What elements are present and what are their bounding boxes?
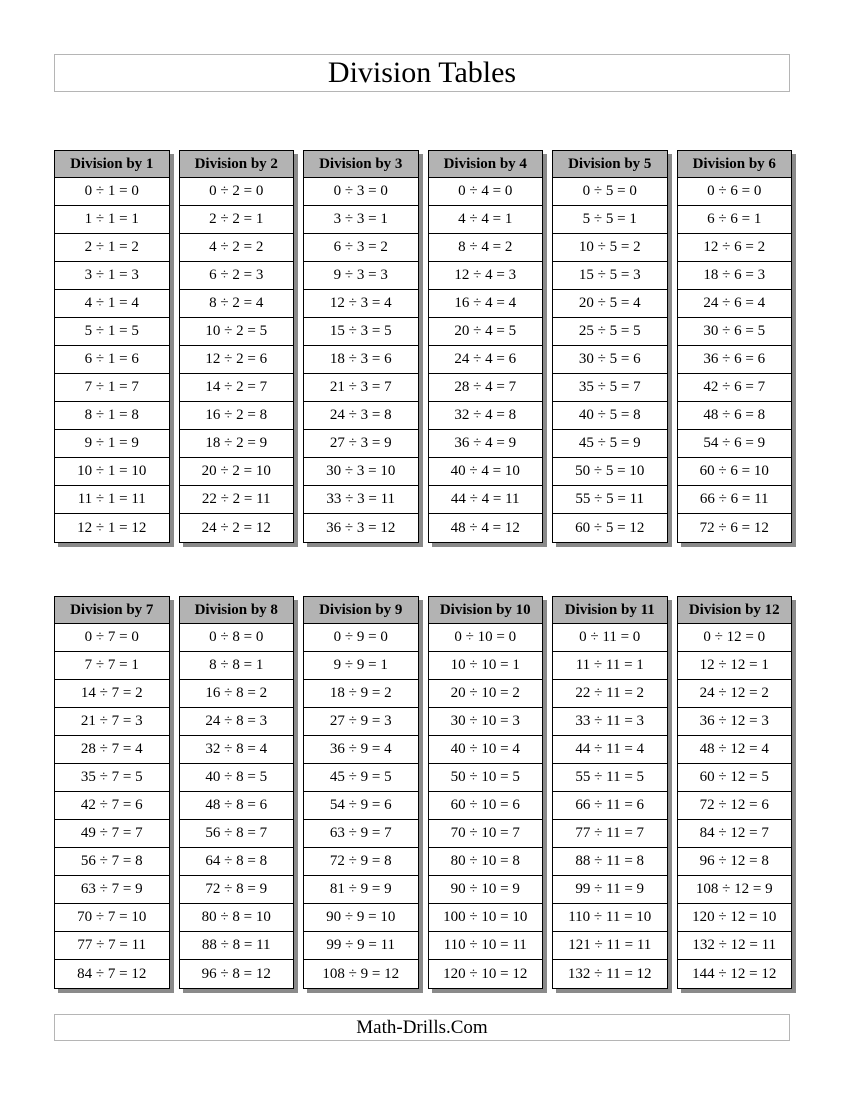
division-table [677,596,793,989]
table-row: 24 ÷ 2 = 12 [201,519,271,536]
table-row: 84 ÷ 7 = 12 [77,965,147,982]
table-row: 28 ÷ 7 = 4 [55,736,169,764]
table-row: 7 ÷ 7 = 1 [55,652,169,680]
table-row: 144 ÷ 12 = 12 [692,965,777,982]
table-row: 5 ÷ 5 = 1 [553,206,667,234]
table-row: 90 ÷ 10 = 9 [429,876,543,904]
table-row: 8 ÷ 1 = 8 [55,402,169,430]
table-row: 30 ÷ 5 = 6 [553,346,667,374]
table-row: 0 ÷ 2 = 0 [180,178,294,206]
table-row: 72 ÷ 12 = 6 [678,792,792,820]
table-row: 6 ÷ 1 = 6 [55,346,169,374]
table-row: 0 ÷ 1 = 0 [55,178,169,206]
table-row: 45 ÷ 9 = 5 [304,764,418,792]
table-row: 44 ÷ 11 = 4 [553,736,667,764]
table-row: 35 ÷ 5 = 7 [553,374,667,402]
table-row: 24 ÷ 3 = 8 [304,402,418,430]
table-row: 15 ÷ 3 = 5 [304,318,418,346]
table-row: 10 ÷ 5 = 2 [553,234,667,262]
table-header: Division by 7 [55,597,169,624]
table-row: 5 ÷ 1 = 5 [55,318,169,346]
table-row: 3 ÷ 1 = 3 [55,262,169,290]
table-row: 108 ÷ 12 = 9 [678,876,792,904]
table-header: Division by 4 [429,151,543,178]
table-row: 70 ÷ 7 = 10 [55,904,169,932]
table-row: 12 ÷ 4 = 3 [429,262,543,290]
tables-row-1 [54,150,794,543]
table-row: 108 ÷ 9 = 12 [322,965,400,982]
table-row: 88 ÷ 8 = 11 [180,932,294,960]
division-table [179,596,295,989]
table-row: 12 ÷ 12 = 1 [678,652,792,680]
table-row: 15 ÷ 5 = 3 [553,262,667,290]
table-row: 50 ÷ 5 = 10 [553,458,667,486]
table-row: 0 ÷ 7 = 0 [55,624,169,652]
table-row: 36 ÷ 12 = 3 [678,708,792,736]
table-row: 20 ÷ 2 = 10 [180,458,294,486]
table-row: 40 ÷ 4 = 10 [429,458,543,486]
table-row: 11 ÷ 1 = 11 [55,486,169,514]
table-row: 81 ÷ 9 = 9 [304,876,418,904]
table-row: 70 ÷ 10 = 7 [429,820,543,848]
table-row: 30 ÷ 6 = 5 [678,318,792,346]
table-row: 33 ÷ 3 = 11 [304,486,418,514]
table-row: 56 ÷ 7 = 8 [55,848,169,876]
table-row: 24 ÷ 6 = 4 [678,290,792,318]
table-row: 132 ÷ 11 = 12 [567,965,652,982]
table-row: 77 ÷ 7 = 11 [55,932,169,960]
table-row: 0 ÷ 8 = 0 [180,624,294,652]
table-row: 132 ÷ 12 = 11 [678,932,792,960]
table-row: 10 ÷ 1 = 10 [55,458,169,486]
table-row: 42 ÷ 7 = 6 [55,792,169,820]
table-row: 30 ÷ 10 = 3 [429,708,543,736]
division-table [552,150,668,543]
table-row: 72 ÷ 9 = 8 [304,848,418,876]
table-row: 64 ÷ 8 = 8 [180,848,294,876]
table-row: 0 ÷ 11 = 0 [553,624,667,652]
table-row: 40 ÷ 10 = 4 [429,736,543,764]
table-header: Division by 2 [180,151,294,178]
division-table [179,150,295,543]
division-table [677,150,793,543]
table-header: Division by 5 [553,151,667,178]
table-header: Division by 9 [304,597,418,624]
table-row: 90 ÷ 9 = 10 [304,904,418,932]
table-row: 0 ÷ 10 = 0 [429,624,543,652]
division-table [303,596,419,989]
table-row: 22 ÷ 11 = 2 [553,680,667,708]
table-row: 77 ÷ 11 = 7 [553,820,667,848]
table-header: Division by 6 [678,151,792,178]
table-row: 120 ÷ 12 = 10 [678,904,792,932]
table-row: 12 ÷ 2 = 6 [180,346,294,374]
table-row: 12 ÷ 3 = 4 [304,290,418,318]
table-row: 0 ÷ 5 = 0 [553,178,667,206]
table-row: 20 ÷ 10 = 2 [429,680,543,708]
table-row: 6 ÷ 3 = 2 [304,234,418,262]
table-row: 28 ÷ 4 = 7 [429,374,543,402]
table-row: 32 ÷ 8 = 4 [180,736,294,764]
table-row: 88 ÷ 11 = 8 [553,848,667,876]
table-row: 0 ÷ 6 = 0 [678,178,792,206]
table-row: 63 ÷ 9 = 7 [304,820,418,848]
table-row: 21 ÷ 7 = 3 [55,708,169,736]
table-row: 18 ÷ 6 = 3 [678,262,792,290]
division-table [303,150,419,543]
table-row: 8 ÷ 2 = 4 [180,290,294,318]
table-row: 40 ÷ 8 = 5 [180,764,294,792]
table-row: 16 ÷ 8 = 2 [180,680,294,708]
table-row: 120 ÷ 10 = 12 [443,965,528,982]
table-row: 48 ÷ 6 = 8 [678,402,792,430]
page-footer: Math-Drills.Com [54,1014,790,1041]
table-row: 12 ÷ 1 = 12 [77,519,147,536]
table-row: 54 ÷ 6 = 9 [678,430,792,458]
table-row: 42 ÷ 6 = 7 [678,374,792,402]
table-row: 48 ÷ 8 = 6 [180,792,294,820]
table-row: 0 ÷ 4 = 0 [429,178,543,206]
table-row: 36 ÷ 3 = 12 [326,519,396,536]
table-row: 63 ÷ 7 = 9 [55,876,169,904]
table-row: 4 ÷ 4 = 1 [429,206,543,234]
table-row: 110 ÷ 10 = 11 [429,932,543,960]
table-row: 40 ÷ 5 = 8 [553,402,667,430]
table-row: 18 ÷ 2 = 9 [180,430,294,458]
table-header: Division by 10 [429,597,543,624]
table-row: 7 ÷ 1 = 7 [55,374,169,402]
table-row: 99 ÷ 11 = 9 [553,876,667,904]
table-row: 0 ÷ 12 = 0 [678,624,792,652]
table-row: 22 ÷ 2 = 11 [180,486,294,514]
table-row: 4 ÷ 1 = 4 [55,290,169,318]
table-row: 20 ÷ 5 = 4 [553,290,667,318]
table-row: 8 ÷ 8 = 1 [180,652,294,680]
table-row: 24 ÷ 4 = 6 [429,346,543,374]
table-row: 0 ÷ 9 = 0 [304,624,418,652]
table-row: 2 ÷ 1 = 2 [55,234,169,262]
table-row: 0 ÷ 3 = 0 [304,178,418,206]
table-row: 96 ÷ 8 = 12 [201,965,271,982]
table-header: Division by 3 [304,151,418,178]
table-row: 3 ÷ 3 = 1 [304,206,418,234]
table-row: 66 ÷ 6 = 11 [678,486,792,514]
table-row: 96 ÷ 12 = 8 [678,848,792,876]
table-row: 20 ÷ 4 = 5 [429,318,543,346]
table-row: 18 ÷ 9 = 2 [304,680,418,708]
table-row: 4 ÷ 2 = 2 [180,234,294,262]
table-row: 9 ÷ 9 = 1 [304,652,418,680]
table-row: 60 ÷ 12 = 5 [678,764,792,792]
table-row: 14 ÷ 7 = 2 [55,680,169,708]
table-row: 18 ÷ 3 = 6 [304,346,418,374]
table-row: 32 ÷ 4 = 8 [429,402,543,430]
table-row: 27 ÷ 3 = 9 [304,430,418,458]
table-row: 24 ÷ 12 = 2 [678,680,792,708]
table-row: 48 ÷ 12 = 4 [678,736,792,764]
table-row: 9 ÷ 1 = 9 [55,430,169,458]
table-row: 11 ÷ 11 = 1 [553,652,667,680]
table-row: 24 ÷ 8 = 3 [180,708,294,736]
table-row: 1 ÷ 1 = 1 [55,206,169,234]
table-row: 56 ÷ 8 = 7 [180,820,294,848]
division-table [552,596,668,989]
table-row: 21 ÷ 3 = 7 [304,374,418,402]
division-table [54,150,170,543]
table-row: 55 ÷ 11 = 5 [553,764,667,792]
table-row: 16 ÷ 2 = 8 [180,402,294,430]
table-header: Division by 11 [553,597,667,624]
table-row: 44 ÷ 4 = 11 [429,486,543,514]
table-row: 49 ÷ 7 = 7 [55,820,169,848]
table-row: 60 ÷ 10 = 6 [429,792,543,820]
table-row: 27 ÷ 9 = 3 [304,708,418,736]
table-row: 66 ÷ 11 = 6 [553,792,667,820]
table-row: 12 ÷ 6 = 2 [678,234,792,262]
table-row: 14 ÷ 2 = 7 [180,374,294,402]
table-row: 54 ÷ 9 = 6 [304,792,418,820]
table-row: 36 ÷ 9 = 4 [304,736,418,764]
table-row: 100 ÷ 10 = 10 [429,904,543,932]
table-row: 60 ÷ 5 = 12 [575,519,645,536]
table-row: 10 ÷ 2 = 5 [180,318,294,346]
table-row: 50 ÷ 10 = 5 [429,764,543,792]
tables-row-2 [54,596,794,989]
table-row: 8 ÷ 4 = 2 [429,234,543,262]
division-table [54,596,170,989]
table-row: 10 ÷ 10 = 1 [429,652,543,680]
table-row: 110 ÷ 11 = 10 [553,904,667,932]
table-row: 72 ÷ 8 = 9 [180,876,294,904]
table-row: 30 ÷ 3 = 10 [304,458,418,486]
table-row: 48 ÷ 4 = 12 [450,519,520,536]
table-row: 6 ÷ 2 = 3 [180,262,294,290]
table-row: 99 ÷ 9 = 11 [304,932,418,960]
table-row: 35 ÷ 7 = 5 [55,764,169,792]
table-row: 45 ÷ 5 = 9 [553,430,667,458]
table-row: 2 ÷ 2 = 1 [180,206,294,234]
table-row: 36 ÷ 4 = 9 [429,430,543,458]
table-row: 55 ÷ 5 = 11 [553,486,667,514]
table-row: 36 ÷ 6 = 6 [678,346,792,374]
table-row: 16 ÷ 4 = 4 [429,290,543,318]
division-table [428,596,544,989]
table-row: 121 ÷ 11 = 11 [553,932,667,960]
table-row: 9 ÷ 3 = 3 [304,262,418,290]
table-row: 33 ÷ 11 = 3 [553,708,667,736]
table-row: 84 ÷ 12 = 7 [678,820,792,848]
table-header: Division by 8 [180,597,294,624]
page-title: Division Tables [54,54,790,92]
table-header: Division by 1 [55,151,169,178]
table-row: 72 ÷ 6 = 12 [699,519,769,536]
division-table [428,150,544,543]
table-row: 80 ÷ 8 = 10 [180,904,294,932]
table-header: Division by 12 [678,597,792,624]
table-row: 6 ÷ 6 = 1 [678,206,792,234]
table-row: 80 ÷ 10 = 8 [429,848,543,876]
table-row: 60 ÷ 6 = 10 [678,458,792,486]
table-row: 25 ÷ 5 = 5 [553,318,667,346]
